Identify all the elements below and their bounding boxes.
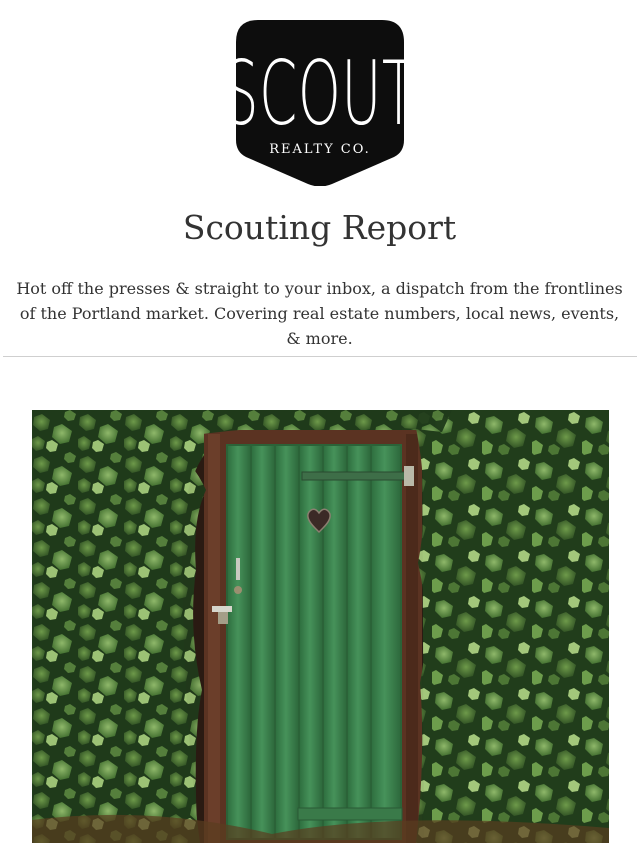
logo-subtitle: REALTY CO. [269,142,371,157]
section-divider [3,356,637,357]
scout-realty-logo[interactable] [223,20,417,186]
hero-image [32,410,609,843]
newsletter-intro: Hot off the presses & straight to your inbox, a dispatch from the frontlines of the Portland market. Covering real estate numbers, local news, events, & more. [16,279,623,348]
logo-wordmark: SCOUT [223,42,417,145]
door-in-ivy-illustration [32,410,609,843]
newsletter-title: Scouting Report [182,208,457,247]
door [212,444,414,840]
